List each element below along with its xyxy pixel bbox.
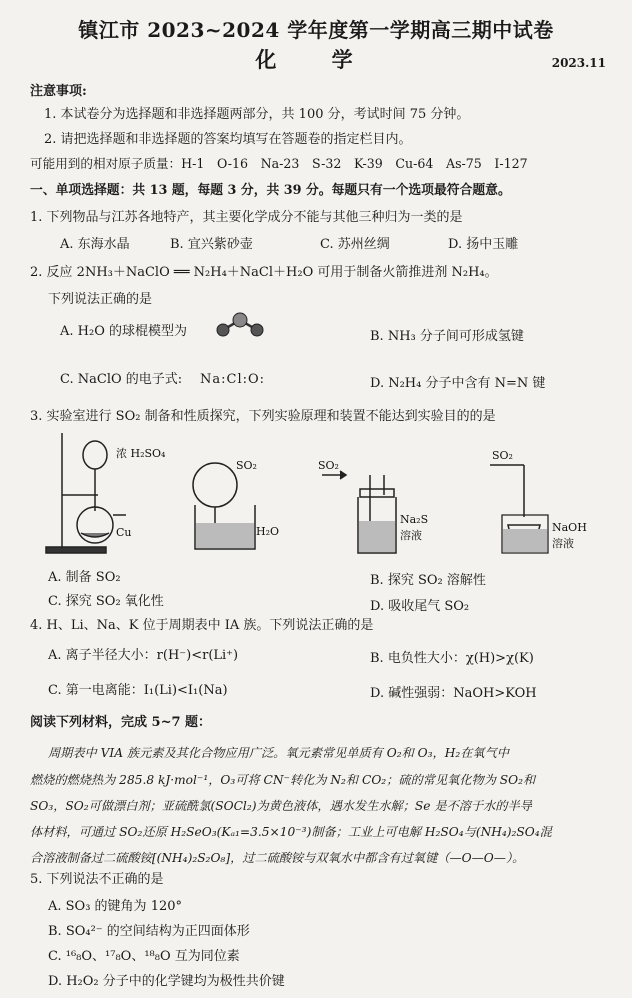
label-cu: Cu [116,526,132,539]
q2-option-a: A. H₂O 的球棍模型为 [60,324,187,339]
note-item-2: 2. 请把选择题和非选择题的答案均填写在答题卷的指定栏目内。 [44,132,412,147]
label-water: H₂O [256,525,280,538]
reading-line-2: 燃烧的燃烧热为 285.8 kJ·mol⁻¹，O₃可将 CN⁻转化为 N₂和 CO₂；硫的常见氧化物为 SO₂和 [30,773,536,787]
q5-option-b: B. SO₄²⁻ 的空间结构为正四面体形 [48,924,250,939]
q2-option-d: D. N₂H₄ 分子中含有 N=N 键 [370,376,546,391]
q4-option-d: D. 碱性强弱：NaOH>KOH [370,686,537,701]
label-naoh-solution: 溶液 [552,537,574,550]
apparatus-c [322,471,396,553]
q3-stem: 3. 实验室进行 SO₂ 制备和性质探究，下列实验原理和装置不能达到实验目的的是 [30,409,496,424]
q4-option-c: C. 第一电离能：I₁(Li)<I₁(Na) [48,683,228,698]
label-na2s-solution: 溶液 [400,529,422,542]
q2-option-c: C. NaClO 的电子式: [60,372,183,387]
subject-title: 化 学 [255,47,377,72]
section-1-heading: 一、单项选择题：共 13 题，每题 3 分，共 39 分。每题只有一个选项最符合题意。 [30,183,511,198]
q1-option-a: A. 东海水晶 [60,237,130,252]
q1-option-d: D. 扬中玉雕 [448,237,519,252]
label-so2-b: SO₂ [236,459,257,472]
apparatus-d [490,465,548,553]
apparatus-b [193,463,255,549]
q4-option-a: A. 离子半径大小：r(H⁻)<r(Li⁺) [48,648,239,663]
q1-stem: 1. 下列物品与江苏各地特产，其主要化学成分不能与其他三种归为一类的是 [30,210,463,225]
reading-line-5: 合溶液制备过二硫酸铵[(NH₄)₂S₂O₈]，过二硫酸铵与双氧水中都含有过氧键（—O—O—）。 [30,851,525,865]
apparatus-a [46,433,126,553]
q2-substem: 下列说法正确的是 [48,292,153,307]
label-so2-d: SO₂ [492,449,513,462]
q4-stem: 4. H、Li、Na、K 位于周期表中 IA 族。下列说法正确的是 [30,618,374,633]
q2-stem: 2. 反应 2NH₃＋NaClO ══ N₂H₄＋NaCl＋H₂O 可用于制备火箭推进剂 N₂H₄。 [30,265,498,280]
label-naoh: NaOH [552,521,587,534]
q3-apparatus-figures [40,425,600,560]
label-so2-c: SO₂ [318,459,339,472]
atomic-masses: 可能用到的相对原子质量：H-1 O-16 Na-23 S-32 K-39 Cu-64 As-75 I-127 [30,156,528,171]
q5-option-d: D. H₂O₂ 分子中的化学键均为极性共价键 [48,974,285,989]
label-acid: 浓 H₂SO₄ [116,447,166,460]
q5-option-a: A. SO₃ 的键角为 120° [48,899,183,914]
q5-option-c: C. ¹⁶₈O、¹⁷₈O、¹⁸₈O 互为同位素 [48,949,240,964]
q1-option-b: B. 宜兴紫砂壶 [170,237,253,252]
q4-option-b: B. 电负性大小：χ(H)>χ(K) [370,651,534,666]
q1-option-c: C. 苏州丝绸 [320,237,390,252]
note-item-1: 1. 本试卷分为选择题和非选择题两部分，共 100 分，考试时间 75 分钟。 [44,107,470,122]
h2o-ball-stick-model [214,312,266,338]
reading-heading: 阅读下列材料，完成 5~7 题： [30,715,212,730]
q2-option-b: B. NH₃ 分子间可形成氢键 [370,329,524,344]
label-na2s: Na₂S [400,513,429,526]
q3-option-c: C. 探究 SO₂ 氧化性 [48,594,164,609]
q3-option-d: D. 吸收尾气 SO₂ [370,599,470,614]
naclo-electron-formula: Na:Cl:O: [200,372,266,387]
reading-line-3: SO₃，SO₂可做漂白剂；亚硫酰氯(SOCl₂)为黄色液体，遇水发生水解；Se 是不溶于水的半导 [30,799,532,813]
q3-option-b: B. 探究 SO₂ 溶解性 [370,573,486,588]
exam-date: 2023.11 [551,56,606,70]
reading-line-1: 周期表中 VIA 族元素及其化合物应用广泛。氧元素常见单质有 O₂和 O₃，H₂在氧气中 [48,746,509,760]
reading-line-4: 体材料，可通过 SO₂还原 H₂SeO₃(Kₐ₁=3.5×10⁻³)制备；工业上可电解 H₂SO₄与(NH₄)₂SO₄混 [30,825,552,839]
exam-title: 镇江市 2023~2024 学年度第一学期高三期中试卷 [78,18,554,42]
notes-heading: 注意事项: [30,84,87,99]
q3-option-a: A. 制备 SO₂ [48,570,121,585]
q5-stem: 5. 下列说法不正确的是 [30,872,164,887]
